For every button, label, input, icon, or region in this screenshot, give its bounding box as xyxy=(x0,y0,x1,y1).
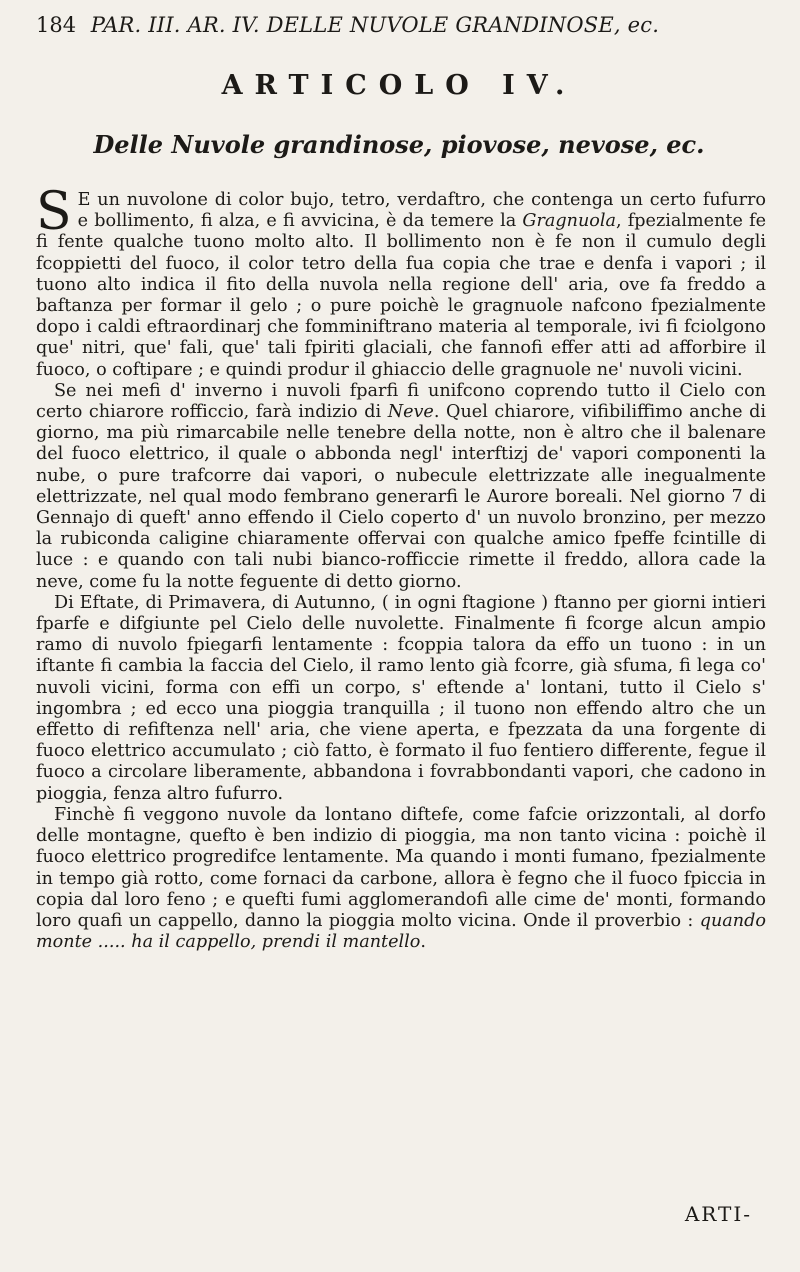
running-title: PAR. III. AR. IV. DELLE NUVOLE GRANDINOSE, ec. xyxy=(90,13,660,37)
page-number: 184 xyxy=(36,13,77,37)
article-title: ARTICOLO IV. xyxy=(221,70,577,101)
paragraph-italic: Neve xyxy=(387,402,434,423)
paragraph-text: E un nuvolone di color bujo, tetro, verdaftro, che contenga un certo fufurro e bollimento, fi alza, e fi avvicina, è da temere la xyxy=(77,190,766,232)
paragraph xyxy=(36,381,766,593)
article-subtitle: Delle Nuvole grandinose, piovose, nevose, ec. xyxy=(93,130,705,159)
book-page xyxy=(28,0,770,1272)
paragraph xyxy=(36,805,766,953)
paragraph xyxy=(36,182,766,381)
running-head xyxy=(36,12,766,38)
catchword: ARTI- xyxy=(684,1202,752,1226)
paragraph-text: , fpezialmente fe fi fente qualche tuono molto alto. Il bollimento non è fe non il cumulo degli fcoppietti del fuoco, il color tetro della fua copia che trae e denfa i vapori ; il tuono alto indica il fito della nuvola nella regione dell' aria, ove fa freddo a baftanza per formar il gelo ; o pure poichè le gragnuole nafcono fpezialmente dopo i caldi eftraordinarj che fomminiftrano materia al temporale, ivi fi fciolgono que' nitri, que' fali, que' tali fpiriti glaciali, che fannofi effer atti ad afforbire il fuoco, o coftipare ; e quindi produr il ghiaccio delle gragnuole ne' nuvoli vicini. xyxy=(36,211,766,380)
paragraph-text: . Quel chiarore, vifibiliffimo anche di giorno, ma più rimarcabile nelle tenebre della notte, non è altro che il balenare del fuoco elettrico, il quale o abbonda negl' interftizj de' vapori componenti la nube, o pure trafcorre dai vapori, o nubecule elettrizzate alle inegualmente elettrizzate, nel qual modo fembrano generarfi le Aurore boreali. Nel giorno 7 di Gennajo di queft' anno effendo il Cielo coperto d' un nuvolo bronzino, per mezzo la rubiconda caligine chiaramente offervai con qualche amico fpeffe fcintille di luce : e quando con tali nubi bianco-rofficcie rimette il freddo, allora cade la neve, come fu la notte feguente di detto giorno. xyxy=(36,402,766,592)
paragraph-italic: quando monte ..... ha il cappello, prendi il mantello xyxy=(36,910,766,953)
paragraph-text: Finchè fi veggono nuvole da lontano diftefe, come fafcie orizzontali, al dorfo delle montagne, quefto è ben indizio di pioggia, ma non tanto vicina : poichè il fuoco elettrico progredifce lentamente. Ma quando i monti fumano, fpezialmente in tempo già rotto, come fornaci da carbone, allora è fegno che il fuoco fpiccia in copia dal loro feno ; e quefti fumi agglomerandofi alle cime de' monti, formando loro quafi un cappello, danno la pioggia molto vicina. Onde il proverbio : xyxy=(36,804,766,931)
paragraph-text: Di Eftate, di Primavera, di Autunno, ( in ogni ftagione ) ftanno per giorni intieri fparfe e difgiunte pel Cielo delle nuvolette. Finalmente fi fcorge alcun ampio ramo di nuvolo fpiegarfi lentamente : fcoppia talora da effo un tuono : in un iftante fi cambia la faccia del Cielo, il ramo lento già fcorre, già sfuma, fi lega co' nuvoli vicini, forma con effi un corpo, s' eftende a' lontani, tutto il Cielo s' ingombra ; ed ecco una pioggia tranquilla ; il tuono non effendo altro che un effetto di refiftenza nell' aria, che viene aperta, e fpezzata da una forgente di fuoco elettrico accumulato ; ciò fatto, è formato il fuo fentiero differente, fegue il fuoco a circolare liberamente, abbandona i fovrabbondanti vapori, che cadono in pioggia, fenza altro fufurro. xyxy=(36,592,766,804)
paragraph-italic: Gragnuola xyxy=(522,211,616,232)
paragraph-text: Se nei mefi d' inverno i nuvoli fparfi fi unifcono coprendo tutto il Cielo con certo chiarore rofficcio, farà indizio di xyxy=(36,380,766,423)
paragraph-text: . xyxy=(420,932,426,953)
drop-cap: S xyxy=(36,182,72,242)
paragraph xyxy=(36,593,766,805)
body-text xyxy=(36,182,766,953)
